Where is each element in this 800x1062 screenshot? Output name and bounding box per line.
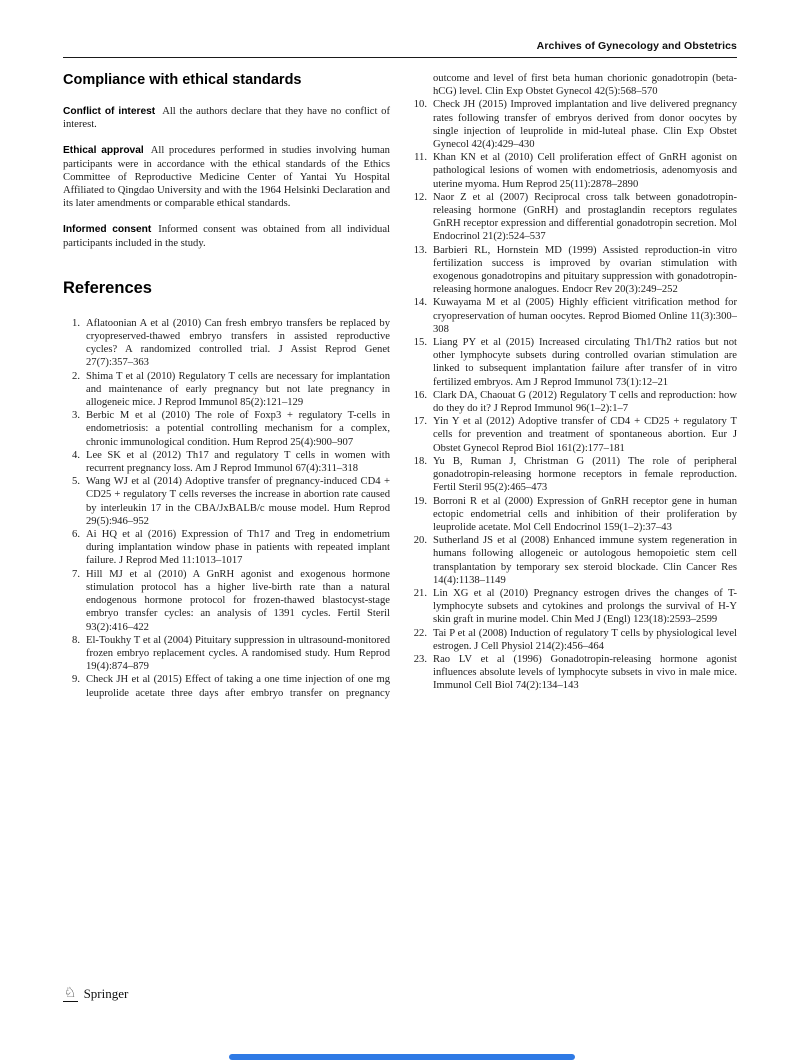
reference-item [410, 627, 737, 653]
reference-item [410, 98, 737, 151]
reference-item [410, 296, 737, 336]
reference-item [63, 528, 390, 568]
compliance-paragraph [63, 144, 390, 210]
reference-text: Naor Z et al (2007) Reciprocal cross talk between gonadotropin-releasing hormone (GnRH) and prostaglandin receptors regulates GnRH receptor expression and differential gonadotropin secretion. Mol Endocrinol 21(2):524–537 [433, 191, 737, 243]
reference-item [63, 409, 390, 449]
reference-item [410, 455, 737, 495]
reference-item [410, 415, 737, 455]
reference-text: Yin Y et al (2012) Adoptive transfer of CD4 + CD25 + regulatory T cells for prevention and treatment of spontaneous abortion. Eur J Obstet Gynecol Reprod Biol 161(2):177–181 [433, 416, 737, 454]
reference-item [410, 389, 737, 415]
reference-item [63, 317, 390, 370]
reference-text: Lin XG et al (2010) Pregnancy estrogen drives the changes of T-lymphocyte subsets and cytokines and prolongs the survival of H-Y skin graft in murine model. Chin Med J (Engl) 123(18):2593–2599 [433, 587, 737, 626]
reference-text: Check JH et al (2015) Effect of taking a one time injection of one mg leuprolide acetate three days after embryo transfer on pregnancy outcome and level of first beta human chorionic gonadotropin (beta-hCG) level. Clin Exp Obstet Gynecol 42(5):568–570 [86, 73, 737, 699]
compliance-section [63, 72, 390, 250]
page-header [63, 40, 737, 58]
reference-number: 6. [72, 529, 80, 541]
reference-number: 7. [72, 568, 80, 580]
reference-item [410, 587, 737, 627]
bottom-accent-bar [229, 1054, 575, 1060]
paragraph-runin-label: Informed consent [63, 224, 152, 236]
reference-item [63, 370, 390, 410]
reference-number: 11. [414, 152, 427, 164]
reference-text: Tai P et al (2008) Induction of regulatory T cells by physiological level estrogen. J Cell Physiol 214(2):456–464 [433, 627, 737, 652]
reference-number: 1. [72, 317, 80, 329]
reference-text: Yu B, Ruman J, Christman G (2011) The role of peripheral gonadotropin-releasing hormone receptors in female reproduction. Fertil Steril 95(2):465–473 [433, 455, 737, 494]
reference-item [410, 191, 737, 244]
paragraph-runin-label: Ethical approval [63, 145, 144, 157]
reference-text: Ai HQ et al (2016) Expression of Th17 and Treg in endometrium during implantation window phase in patients with repeated implant failure. J Reprod Med 11:1013–1017 [86, 529, 390, 567]
journal-title: Archives of Gynecology and Obstetrics [536, 40, 737, 52]
reference-text: Berbic M et al (2010) The role of Foxp3 + regulatory T-cells in endometriosis: a potential controlling mechanism for a complex, chronic immunological condition. Hum Reprod 25(4):900–907 [86, 410, 390, 448]
paragraph-runin-label: Conflict of interest [63, 106, 156, 117]
reference-number: 23. [413, 653, 427, 665]
reference-number: 3. [72, 410, 80, 422]
publisher-name: Springer [83, 986, 129, 1001]
reference-item [63, 634, 390, 674]
reference-number: 2. [72, 370, 80, 382]
reference-number: 9. [72, 674, 80, 686]
reference-text: Wang WJ et al (2014) Adoptive transfer of pregnancy-induced CD4 + CD25 + regulatory T cells reverses the increase in abortion rate caused by interleukin 17 in the CBA/JxBALB/c mouse model. Hum Reprod 29(5):946–952 [86, 476, 390, 527]
reference-text: Liang PY et al (2015) Increased circulating Th1/Th2 ratios but not other lymphocyte subsets during controlled ovarian stimulation are linked to subsequent implantation failure after transfer of in vitro fertilized embryos. Am J Reprod Immunol 73(1):12–21 [433, 337, 737, 388]
reference-number: 5. [72, 476, 80, 488]
reference-number: 20. [413, 535, 427, 547]
references-section-title: References [63, 278, 152, 297]
compliance-paragraph [63, 105, 390, 131]
reference-text: Kuwayama M et al (2005) Highly efficient vitrification method for cryopreservation of human oocytes. Reprod Biomed Online 11(3):300–308 [433, 297, 737, 335]
reference-item [410, 151, 737, 191]
reference-text: Barbieri RL, Hornstein MD (1999) Assisted reproduction-in vitro fertilization success is improved by ovarian stimulation with exogenous gonadotropins and pituitary suppression with gonadotropin-releasing hormone analogues. Endocr Rev 20(3):249–252 [433, 244, 737, 296]
reference-number: 4. [72, 449, 80, 461]
publisher-footer [63, 986, 128, 1002]
compliance-paragraph [63, 223, 390, 249]
reference-item [410, 495, 737, 535]
reference-text: El-Toukhy T et al (2004) Pituitary suppression in ultrasound-monitored frozen embryo replacement cycles. A randomised study. Hum Reprod 19(4):874–879 [86, 634, 390, 673]
reference-text: Aflatoonian A et al (2010) Can fresh embryo transfers be replaced by cryopreserved-thawed embryo transfers in assisted reproductive cycles? A randomized controlled trial. J Assist Reprod Genet 27(7):357–363 [86, 317, 390, 369]
reference-number: 17. [413, 416, 427, 428]
reference-number: 10. [413, 99, 427, 111]
two-column-body [63, 72, 737, 722]
paragraph-text: All procedures performed in studies involving human participants were in accordance with the ethical standards of the Ethics Committee of Reproductive Medicine Center of Yantai Yu Hospital Affiliated to Qingdao University and with the 1964 Helsinki Declaration and its later amendments or comparable ethical standards. [63, 145, 390, 210]
reference-item [410, 534, 737, 587]
reference-item [63, 449, 390, 475]
reference-item [63, 475, 390, 528]
reference-number: 14. [413, 297, 427, 309]
reference-text: Rao LV et al (1996) Gonadotropin-releasing hormone agonist influences absolute levels of lymphocyte subsets in vivo in male mice. Immunol Cell Biol 74(2):134–143 [433, 653, 737, 692]
reference-number: 15. [413, 337, 427, 349]
reference-number: 18. [413, 455, 427, 467]
paragraph-text: All the authors declare that they have no conflict of interest. [63, 106, 390, 131]
reference-number: 21. [413, 587, 427, 599]
header-rule [63, 57, 737, 58]
reference-text: Sutherland JS et al (2008) Enhanced immune system regeneration in humans following allogeneic or autologous hemopoietic stem cell transplantation by temporary sex steroid blockade. Clin Cancer Res 14(4):1138–1149 [433, 535, 737, 586]
paragraph-text: Informed consent was obtained from all individual participants included in the study. [63, 224, 390, 249]
reference-text: Hill MJ et al (2010) A GnRH agonist and exogenous hormone stimulation protocol has a higher live-birth rate than a natural endogenous hormone protocol for frozen-thawed blastocyst-stage embryo transfer cycles: an analysis of 1391 cycles. Fertil Steril 93(2):416–422 [86, 568, 390, 633]
reference-number: 8. [72, 634, 80, 646]
compliance-paragraph-list [63, 105, 390, 250]
reference-number: 19. [413, 495, 427, 507]
reference-text: Borroni R et al (2000) Expression of GnRH receptor gene in human ectopic endometrial cells and inhibition of their proliferation by leuprolide acetate. Mol Cell Endocrinol 159(1–2):37–43 [433, 495, 737, 533]
reference-text: Shima T et al (2010) Regulatory T cells are necessary for implantation and maintenance of early pregnancy but not late pregnancy in allogeneic mice. J Reprod Immunol 85(2):121–129 [86, 370, 390, 409]
springer-horse-knight-icon: ♘ [64, 985, 77, 1001]
reference-number: 13. [413, 244, 427, 256]
reference-item [410, 653, 737, 693]
reference-text: Lee SK et al (2012) Th17 and regulatory T cells in women with recurrent pregnancy loss. Am J Reprod Immunol 67(4):311–318 [86, 449, 390, 475]
reference-item [410, 244, 737, 297]
reference-number: 12. [413, 191, 427, 203]
reference-item [63, 568, 390, 634]
reference-number: 16. [413, 389, 427, 401]
reference-text: Khan KN et al (2010) Cell proliferation effect of GnRH agonist on pathological lesions of women with endometriosis, adenomyosis and uterine myoma. Hum Reprod 25(11):2878–2890 [433, 152, 737, 190]
reference-text: Check JH (2015) Improved implantation and live delivered pregnancy rates following transfer of embryos derived from donor oocytes by single injection of leuprolide in mid-luteal phase. Clin Exp Obstet Gynecol 42(4):429–430 [433, 99, 737, 151]
compliance-section-title: Compliance with ethical standards [63, 72, 302, 88]
reference-item [410, 336, 737, 389]
reference-text: Clark DA, Chaouat G (2012) Regulatory T cells and reproduction: how do they do it? J Reprod Immunol 96(1–2):1–7 [433, 389, 737, 415]
reference-number: 22. [413, 627, 427, 639]
